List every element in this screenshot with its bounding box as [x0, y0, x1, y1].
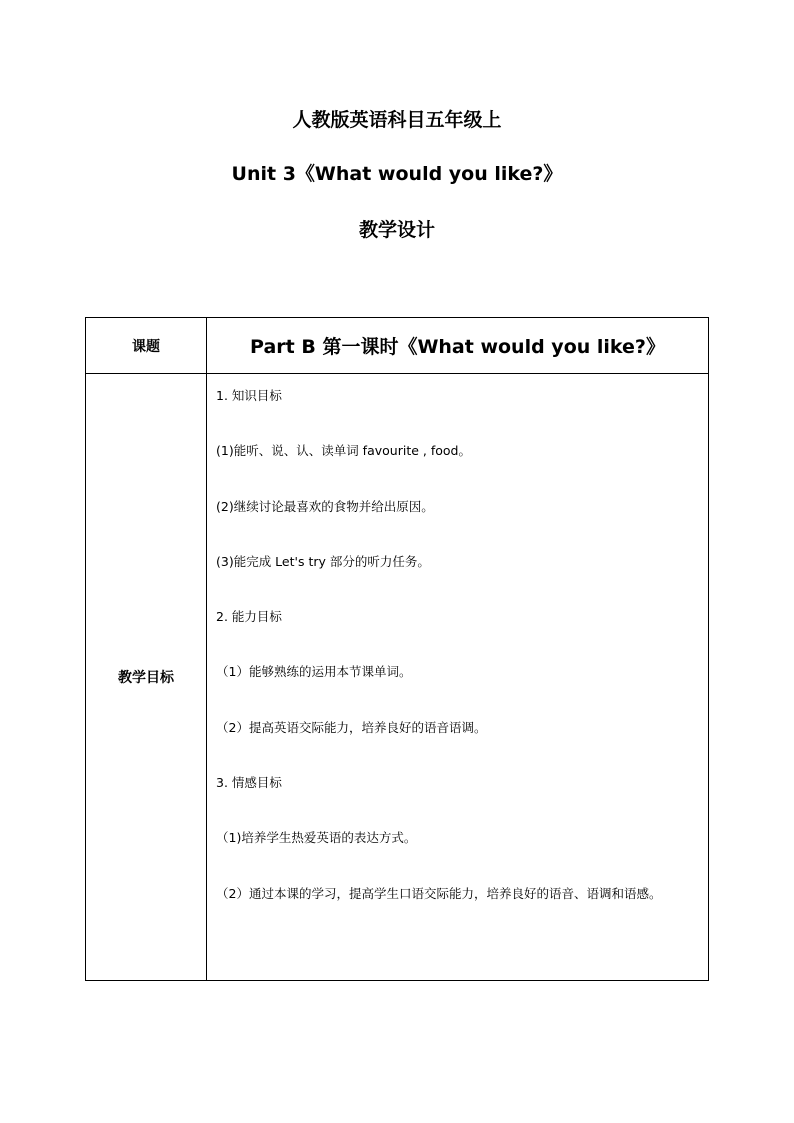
goal-item: （2）提高英语交际能力，培养良好的语音语调。: [216, 719, 487, 735]
goal-item: （2）通过本课的学习，提高学生口语交际能力，培养良好的语音、语调和语感。: [216, 885, 662, 901]
topic-value-cell: Part B 第一课时《What would you like?》: [207, 318, 709, 374]
goal-heading-knowledge: 1. 知识目标: [216, 388, 282, 403]
goal-item: (1)能听、说、认、读单词 favourite , food。: [216, 443, 471, 459]
goal-item: (2)继续讨论最喜欢的食物并给出原因。: [216, 498, 434, 514]
topic-row: [86, 318, 709, 374]
goals-label-cell: 教学目标: [86, 374, 207, 981]
document-title: 人教版英语科目五年级上: [292, 109, 502, 131]
goals-list: [207, 374, 708, 902]
document-subtitle: 教学设计: [358, 219, 435, 241]
goal-item: (3)能完成 Let's try 部分的听力任务。: [216, 553, 430, 569]
goal-heading-ability: 2. 能力目标: [216, 609, 282, 625]
goals-row: [86, 374, 709, 981]
goals-content-cell: [207, 374, 709, 981]
topic-label-cell: 课题: [86, 318, 207, 374]
goal-heading-emotion: 3. 情感目标: [216, 775, 282, 791]
lesson-plan-table: [85, 317, 709, 981]
unit-title: Unit 3《What would you like?》: [231, 163, 563, 185]
goal-item: （1)培养学生热爱英语的表达方式。: [216, 830, 417, 846]
goal-item: （1）能够熟练的运用本节课单词。: [216, 664, 412, 680]
